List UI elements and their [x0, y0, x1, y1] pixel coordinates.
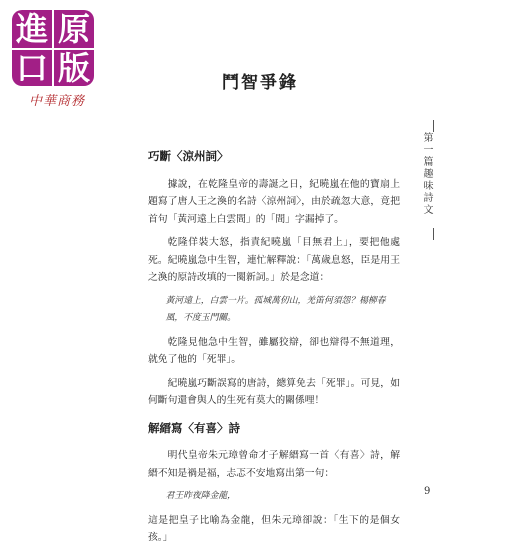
import-original-badge	[12, 10, 102, 109]
paragraph: 明代皇帝朱元璋曾命才子解縉寫一首〈有喜〉詩，解縉不知是禍是福，忐忑不安地寫出第一句：	[148, 450, 400, 479]
poem-quote: 君王昨夜降金龍，	[165, 491, 236, 501]
side-tab	[420, 132, 434, 216]
side-tab-title: 趣味詩文	[421, 168, 432, 216]
badge-char-1: 進	[12, 10, 52, 48]
paragraph: 紀曉嵐巧斷誤寫的唐詩，總算免去「死罪」。可見，如何斷句還會與人的生死有莫大的關係哩！	[148, 377, 400, 406]
side-tab-rule-bottom	[433, 228, 434, 240]
paragraph: 乾隆見他急中生智，雖屬狡辯，卻也辯得不無道理，就免了他的「死罪」。	[148, 336, 400, 365]
body-text	[148, 148, 400, 553]
side-tab-part: 第一篇	[421, 132, 432, 168]
side-tab-rule-top	[433, 120, 434, 132]
page-number: 9	[424, 486, 431, 497]
paragraph: 這是把皇子比喻為金龍，但朱元璋卻說：「生下的是個女孩。」	[148, 514, 400, 543]
section-heading-2: 解縉寫〈有喜〉詩	[148, 420, 240, 435]
chapter-title: 鬥智爭鋒	[222, 73, 298, 93]
publisher-logo-text: 中華商務	[28, 94, 85, 109]
paragraph: 據說，在乾隆皇帝的壽誕之日，紀曉嵐在他的寶扇上題寫了唐人王之渙的名詩〈涼州詞〉，由於疏忽大意，竟把首句「黃河遠上白雲間」的「間」字漏掉了。	[148, 178, 400, 225]
badge-char-2: 原	[54, 10, 94, 48]
section-heading-1: 巧斷〈涼州詞〉	[148, 149, 229, 163]
badge-char-3: 口	[12, 50, 52, 86]
badge-char-4: 版	[54, 50, 94, 86]
paragraph: 乾隆佯裝大怒，指責紀曉嵐「目無君上」，要把他處死。紀曉嵐急中生智，連忙解釋說：「萬歲息怒，臣是用王之渙的原詩改填的一闋新詞。」於是念道：	[148, 237, 400, 283]
poem-quote: 黃河遠上，白雲一片。孤城萬仞山，羌笛何須怨？楊柳春風，不度玉門關。	[165, 295, 386, 323]
